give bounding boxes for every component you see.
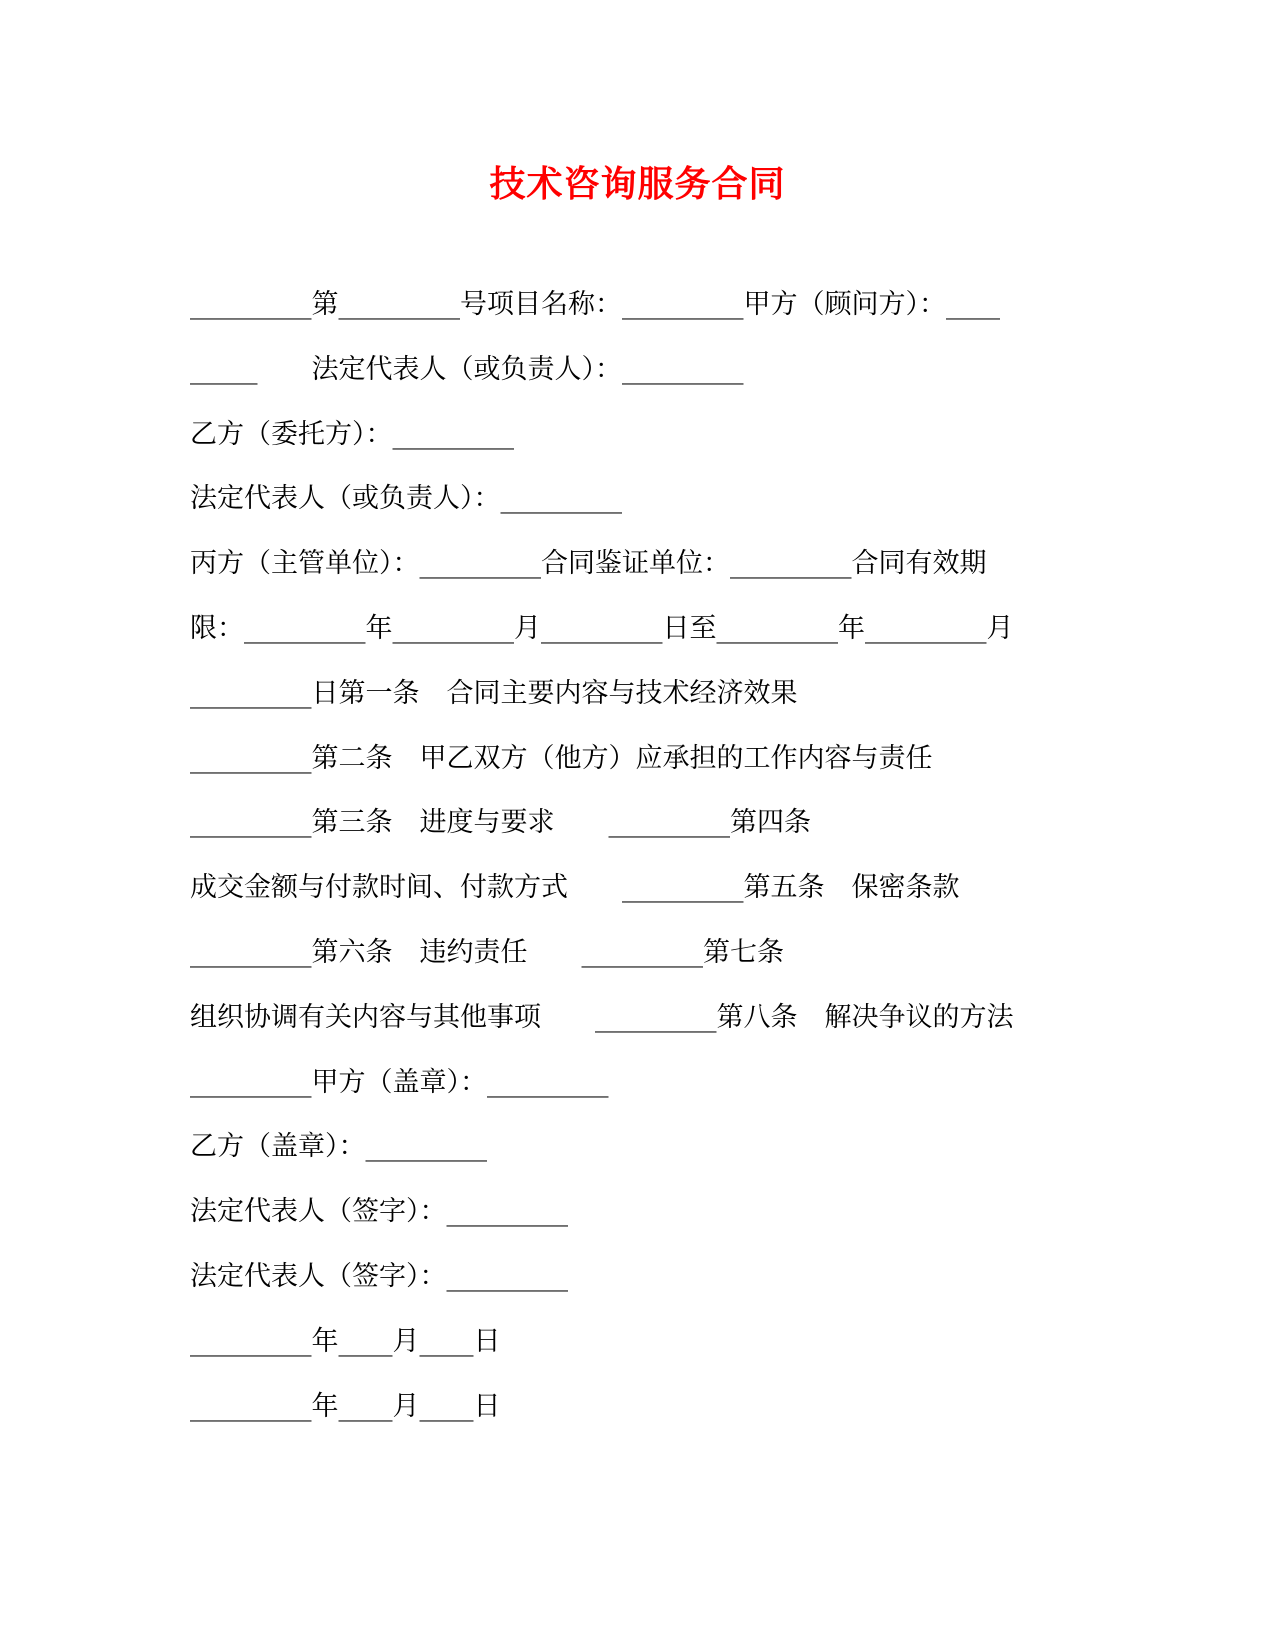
contract-line: _________甲方（盖章）：_________ (190, 1066, 609, 1098)
contract-body (190, 285, 1090, 1451)
contract-line: _________第二条 甲乙双方（他方）应承担的工作内容与责任 (190, 742, 933, 774)
contract-line: _________第_________号项目名称：_________甲方（顾问方）：____ (190, 289, 1000, 320)
contract-line: _________年____月____日 (190, 1390, 501, 1422)
contract-line: _________年____月____日 (190, 1325, 501, 1357)
contract-line: _________第六条 违约责任 _________第七条 (190, 936, 784, 968)
contract-line: 成交金额与付款时间、付款方式 _________第五条 保密条款 (190, 872, 960, 904)
contract-line: 法定代表人（签字）：_________ (190, 1260, 568, 1292)
contract-line: _____ 法定代表人（或负责人）：_________ (190, 353, 744, 385)
document-title: 技术咨询服务合同 (489, 163, 786, 205)
contract-line: 法定代表人（或负责人）：_________ (190, 483, 622, 515)
contract-line: _________第三条 进度与要求 _________第四条 (190, 807, 811, 839)
contract-line: _________日第一条 合同主要内容与技术经济效果 (190, 677, 798, 709)
contract-line: 法定代表人（签字）：_________ (190, 1196, 568, 1228)
contract-line: 组织协调有关内容与其他事项 _________第八条 解决争议的方法 (190, 1001, 1014, 1033)
contract-line: 丙方（主管单位）：_________合同鉴证单位：_________合同有效期 (190, 548, 987, 580)
contract-line: 乙方（委托方）：_________ (190, 418, 514, 450)
contract-line: 乙方（盖章）：_________ (190, 1131, 487, 1163)
contract-line: 限：_________年_________月_________日至_________年_________月 (190, 612, 1014, 644)
